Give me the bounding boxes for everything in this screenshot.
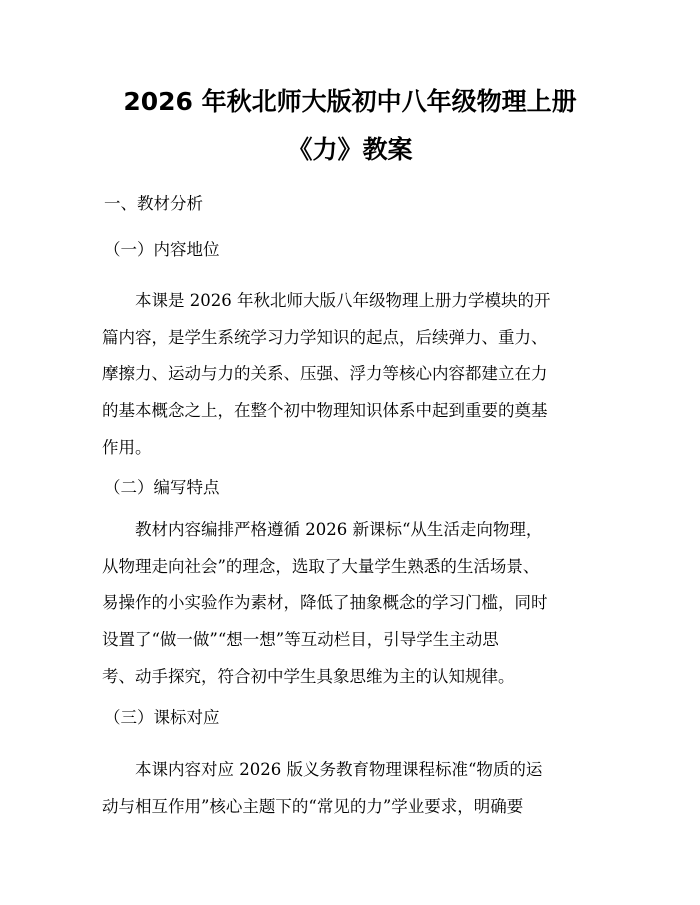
paragraph-content-position xyxy=(102,283,602,466)
paragraph-line: 考、动手探究，符合初中学生具象思维为主的认知规律。 xyxy=(102,666,515,686)
section-heading-teaching-material-analysis: 一、教材分析 xyxy=(104,194,203,213)
subheading-writing-features: （二）编写特点 xyxy=(104,478,220,497)
document-title-line-2: 《力》教案 xyxy=(287,135,413,164)
paragraph-line: 设置了“做一做”“想一想”等互动栏目，引导学生主动思 xyxy=(102,630,499,650)
paragraph-line: 的基本概念之上，在整个初中物理知识体系中起到重要的奠基 xyxy=(102,401,548,421)
document-title-line-1: 2026 年秋北师大版初中八年级物理上册 xyxy=(123,87,577,116)
paragraph-writing-features xyxy=(102,512,602,695)
paragraph-line: 篇内容，是学生系统学习力学知识的起点，后续弹力、重力、 xyxy=(102,327,548,347)
subheading-curriculum-standard: （三）课标对应 xyxy=(104,708,220,727)
paragraph-line: 摩擦力、运动与力的关系、压强、浮力等核心内容都建立在力 xyxy=(102,364,548,384)
paragraph-line: 动与相互作用”核心主题下的“常见的力”学业要求，明确要 xyxy=(102,796,524,816)
paragraph-curriculum-standard xyxy=(102,752,602,825)
paragraph-line: 本课内容对应 2026 版义务教育物理课程标准“物质的运 xyxy=(135,760,543,779)
paragraph-line: 本课是 2026 年秋北师大版八年级物理上册力学模块的开 xyxy=(135,291,551,310)
paragraph-line: 教材内容编排严格遵循 2026 新课标“从生活走向物理， xyxy=(135,520,543,539)
paragraph-line: 从物理走向社会”的理念，选取了大量学生熟悉的生活场景、 xyxy=(102,556,540,576)
subheading-content-position: （一）内容地位 xyxy=(104,240,220,259)
paragraph-line: 作用。 xyxy=(102,437,152,457)
paragraph-line: 易操作的小实验作为素材，降低了抽象概念的学习门槛，同时 xyxy=(102,593,548,613)
